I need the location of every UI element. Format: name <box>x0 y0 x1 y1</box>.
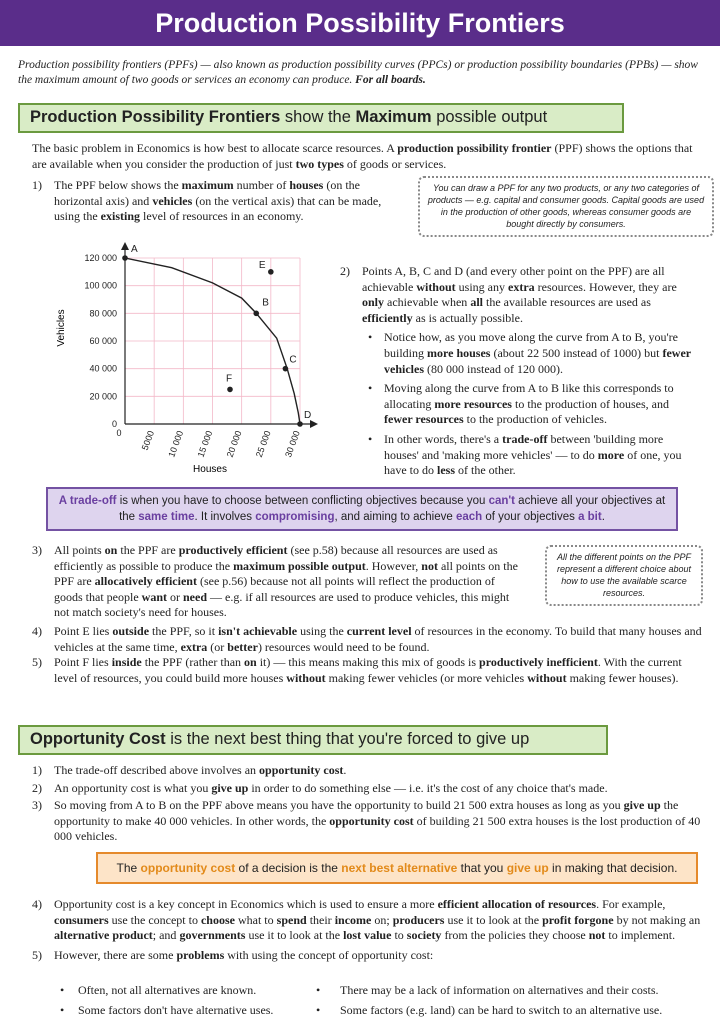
problems-list <box>54 983 704 1023</box>
text-run: or <box>167 589 183 604</box>
x-tick-label: 25 000 <box>253 429 273 459</box>
text-run: productively efficient <box>178 543 288 557</box>
text-run: spend <box>276 912 307 927</box>
text-run: problems <box>176 947 225 962</box>
intro-boards: For all boards. <box>355 73 426 86</box>
point-label-b: B <box>262 297 269 309</box>
text-run: of your objectives <box>482 511 579 524</box>
text-run: A trade-off <box>58 495 117 507</box>
text-run: it) — this means making this mix of goods is <box>256 655 480 670</box>
chart-axes <box>121 242 318 428</box>
text-run: with using the concept of opportunity cost: <box>224 947 434 962</box>
text-run: alternative product <box>54 928 153 943</box>
text-run: (80 000 instead of 120 000). <box>424 361 563 376</box>
problem-item: Often, not all alternatives are known. <box>78 983 257 997</box>
point-label-c: C <box>289 354 297 366</box>
x-tick-label: 20 000 <box>224 429 244 459</box>
text-run: the available resources are used as <box>482 295 651 310</box>
text-run: give up <box>211 780 249 795</box>
text-run: to implement. <box>605 928 676 943</box>
text-run: next best alternative <box>341 861 458 875</box>
problem-item: Some factors don't have alternative uses. <box>78 1003 274 1017</box>
text-run: (about 22 500 instead of 1000) but <box>490 345 663 360</box>
problems-row <box>54 983 704 1003</box>
point-e <box>268 269 274 275</box>
text-run: use it to look at the <box>245 928 344 943</box>
x-tick-label: 5000 <box>139 429 157 452</box>
text-run: their <box>306 912 335 927</box>
point-b <box>253 311 259 317</box>
text-run: Notice how, as you move along the curve from A to B, you're building <box>384 330 678 360</box>
item-number: 5) <box>32 655 42 670</box>
text-run: lost value <box>343 928 392 943</box>
point-2 <box>340 264 695 479</box>
y-tick-label: 120 000 <box>84 253 117 263</box>
x-tick-label: 0 <box>116 428 122 438</box>
text-run: more <box>597 447 625 462</box>
intro-text <box>18 58 708 88</box>
intro-body: Production possibility frontiers (PPFs) — also known as production possibility curves (PPCs) or production possibility boundaries (PPBs) — show the maximum amount of two goods or services an economy can produce. <box>18 59 698 86</box>
text-run: fewer resources <box>384 412 464 427</box>
text-run: (see p.58) because all resources are used as efficiently as possible to produce the <box>54 543 498 573</box>
bullet-dot: • <box>368 381 373 396</box>
text-run: using the <box>297 624 347 638</box>
text-run: outside <box>112 624 150 638</box>
item-number: 4) <box>32 897 42 911</box>
text-run: achieve all your objectives at the <box>119 495 666 524</box>
text-run: all <box>470 295 483 310</box>
text-run: fewer vehicles <box>384 345 691 376</box>
basic-problem-text <box>32 141 700 172</box>
y-tick-label: 20 000 <box>89 391 117 402</box>
text-run: more resources <box>434 396 512 411</box>
text-run: the PPF (rather than <box>141 655 245 670</box>
text-run: to <box>391 928 407 943</box>
text-run: need <box>183 589 207 604</box>
text-run: The PPF below shows the <box>54 178 182 192</box>
bullet-dot: • <box>368 330 373 345</box>
x-axis-label: Houses <box>193 464 227 475</box>
point-d <box>297 421 303 427</box>
bullet-item <box>362 381 695 428</box>
x-tick-label: 30 000 <box>283 429 302 459</box>
text-run: achievable when <box>384 295 471 310</box>
text-run: houses <box>289 178 324 192</box>
text-run: making fewer houses). <box>566 670 679 685</box>
bullet-item <box>362 432 695 479</box>
text-run: to the production of vehicles. <box>463 412 607 427</box>
problems-row <box>54 1003 704 1023</box>
text-run: more houses <box>427 345 491 360</box>
item-number: 5) <box>32 947 42 962</box>
text-run: All points <box>54 543 105 557</box>
list-item <box>32 763 704 779</box>
item-number: 3) <box>32 543 42 557</box>
text-run: resources. However, they are <box>534 279 677 294</box>
text-run: extra <box>508 279 535 294</box>
text-run: isn't achievable <box>218 624 298 638</box>
text-run: the PPF are <box>117 543 179 557</box>
heading-part: Production Possibility Frontiers <box>30 108 281 126</box>
text-run: profit forgone <box>542 912 614 927</box>
bullet-item <box>362 330 695 377</box>
bullet-dot: • <box>60 1003 65 1017</box>
list-item <box>32 543 524 621</box>
text-run: An opportunity cost is what you <box>54 780 212 795</box>
heading-part: Opportunity Cost <box>30 730 166 748</box>
text-run: on; <box>371 912 393 927</box>
text-run: without <box>416 279 456 294</box>
text-run: . <box>343 763 347 777</box>
text-run: . It involves <box>194 511 256 524</box>
text-run: . However, <box>365 558 422 573</box>
point-2-bullets <box>362 330 695 478</box>
text-run: However, there are some <box>54 947 177 962</box>
text-run: production possibility frontier <box>397 141 552 155</box>
text-run: ) resources would need to be found. <box>257 639 430 654</box>
text-run: opportunity cost <box>329 813 414 828</box>
chart-ticks <box>84 253 301 459</box>
text-run: current level <box>346 624 412 638</box>
text-run: productively inefficient <box>479 655 598 670</box>
text-run: number of <box>233 178 290 192</box>
side-note-ppf: You can draw a PPF for any two products, or any two categories of products — e.g. capital and consumer goods. Capital goods are used in the production of other goods, whereas consumer goods are bought directly by consumers. <box>418 176 714 237</box>
text-run: on <box>244 655 257 670</box>
text-run: choose <box>200 912 235 927</box>
text-run: Moving along the curve from A to B like this corresponds to allocating <box>384 381 674 411</box>
text-run: that you <box>457 861 507 875</box>
text-run: what to <box>234 912 277 927</box>
text-run: In other words, there's a <box>384 431 503 446</box>
text-run: making fewer vehicles (or more vehicles <box>325 670 528 685</box>
text-run: . For example, <box>596 897 666 911</box>
opportunity-cost-points-4-5 <box>32 897 704 963</box>
item-number: 1) <box>32 178 42 192</box>
text-run: consumers <box>54 912 109 927</box>
text-run: less <box>437 463 455 478</box>
problem-item: There may be a lack of information on alternatives and their costs. <box>340 983 659 997</box>
text-run: give up <box>506 861 549 875</box>
text-run: not <box>421 558 438 573</box>
item-number: 2) <box>340 264 350 278</box>
text-run: same time <box>138 511 195 524</box>
y-tick-label: 40 000 <box>89 363 117 374</box>
text-run: trade-off <box>502 431 548 446</box>
problem-item: Some factors (e.g. land) can be hard to switch to an alternative use. <box>340 1003 663 1017</box>
text-run: without <box>286 670 326 685</box>
text-run: use the concept to <box>108 912 201 927</box>
text-run: — e.g. if all resources are used to produce vehicles, this might not match society's need for houses. <box>54 589 510 620</box>
text-run: of goods or services. <box>343 156 447 171</box>
text-run: extra <box>180 639 208 654</box>
page-title: Production Possibility Frontiers <box>155 8 565 38</box>
list-item <box>32 655 704 686</box>
x-axis-arrow <box>310 420 318 428</box>
text-run: in order to do something else — i.e. it's the cost of any choice that's made. <box>248 780 608 795</box>
text-run: as is actually possible. <box>412 310 523 325</box>
bullet-dot: • <box>368 431 373 446</box>
text-run: (on the vertical axis) that can be made, using the <box>54 193 382 224</box>
text-run: maximum possible output <box>233 558 366 573</box>
y-tick-label: 80 000 <box>89 308 117 319</box>
text-run: The trade-off described above involves an <box>54 763 260 777</box>
text-run: income <box>334 912 372 927</box>
item-number: 3) <box>32 798 42 813</box>
item-number: 4) <box>32 624 42 638</box>
text-run: compromising <box>255 511 335 524</box>
ppf-chart <box>50 238 340 478</box>
heading-part: is the next best thing that you're forced to give up <box>165 730 530 748</box>
text-run: The basic problem in Economics is how best to allocate scarce resources. A <box>32 141 398 155</box>
heading-part: show the <box>280 108 356 126</box>
text-run: give up <box>623 798 661 813</box>
bullet-dot: • <box>316 1003 321 1017</box>
side-note-choices: All the different points on the PPF represent a different choice about how to use the available scarce resources. <box>545 545 703 606</box>
point-1 <box>32 178 404 225</box>
list-item <box>32 948 704 964</box>
text-run: of the other. <box>455 463 516 478</box>
heading-part: Maximum <box>355 108 432 126</box>
text-run: opportunity cost <box>140 861 236 875</box>
text-run: of one, you have to do <box>384 447 682 478</box>
chart-points <box>122 244 311 427</box>
x-tick-label: 10 000 <box>166 429 186 459</box>
list-item <box>340 264 695 479</box>
points-4-5 <box>32 624 704 686</box>
list-item <box>32 624 704 655</box>
text-run: , and aiming to achieve <box>334 511 456 524</box>
text-run: inside <box>111 655 142 670</box>
text-run: on <box>104 543 118 557</box>
text-run: level of resources in an economy. <box>140 209 304 224</box>
text-run: . <box>601 511 605 524</box>
text-run: without <box>527 670 567 685</box>
y-axis-arrow <box>121 242 129 250</box>
text-run: by not making an <box>613 912 701 927</box>
y-tick-label: 60 000 <box>89 336 117 346</box>
item-number: 2) <box>32 780 42 795</box>
opportunity-cost-points-1-3 <box>32 763 704 845</box>
text-run: efficient allocation of resources <box>437 897 597 911</box>
text-run: allocatively efficient <box>94 574 197 589</box>
text-run: can't <box>488 495 515 507</box>
point-label-e: E <box>258 259 266 271</box>
item-number: 1) <box>32 763 42 777</box>
text-run: in making that decision. <box>548 861 678 875</box>
text-run: producers <box>392 912 445 927</box>
list-item <box>32 178 404 225</box>
bullet-dot: • <box>316 983 321 997</box>
text-run: (see p.56) because not all points will reflect the production of goods that people <box>54 574 495 604</box>
text-run: two types <box>295 156 344 171</box>
text-run: is when you have to choose between conflicting objectives because you <box>116 495 489 507</box>
point-a <box>122 255 128 261</box>
text-run: of building 21 500 extra houses is the lost production of 40 000 vehicles. <box>54 813 701 844</box>
section-heading-ppf <box>18 103 624 133</box>
bullet-dot: • <box>60 983 65 997</box>
text-run: want <box>141 589 167 604</box>
tradeoff-definition-box <box>46 487 678 531</box>
text-run: of resources in the economy. To build that many houses and vehicles at the same time, <box>54 624 702 654</box>
text-run: opportunity cost <box>259 763 344 777</box>
title-bar <box>0 0 720 46</box>
text-run: a bit <box>578 511 602 524</box>
text-run: between 'building more houses' and 'making more vehicles' — to do <box>384 431 664 462</box>
text-run: Point E lies <box>54 624 113 638</box>
text-run: . With the current level of resources, you could build more houses <box>54 655 682 685</box>
heading-part: possible output <box>431 108 548 126</box>
point-label-a: A <box>131 244 138 255</box>
text-run: The <box>116 861 141 875</box>
text-run: all points on the PPF are <box>54 558 518 589</box>
text-run: (PPF) shows the options that are available when you consider the production of just <box>32 141 693 171</box>
text-run: the opportunity to make 40 000 vehicles. In other words, the <box>54 798 679 828</box>
list-item <box>32 781 704 797</box>
text-run: So moving from A to B on the PPF above means you have the opportunity to build 21 500 extra houses as long as you <box>54 798 624 813</box>
point-c <box>283 366 289 372</box>
text-run: to the production of houses, and <box>511 396 669 411</box>
text-run: vehicles <box>152 193 193 208</box>
text-run: society <box>406 928 442 943</box>
text-run: the PPF, so it <box>149 624 219 638</box>
text-run: each <box>455 511 483 524</box>
y-tick-label: 0 <box>111 419 117 429</box>
point-label-f: F <box>226 373 233 385</box>
text-run: maximum <box>181 178 234 192</box>
section-heading-opportunity-cost <box>18 725 608 755</box>
y-tick-label: 100 000 <box>84 280 117 291</box>
text-run: existing <box>100 209 141 224</box>
text-run: use it to look at the <box>444 912 543 927</box>
opportunity-cost-definition-box <box>96 852 698 884</box>
text-run: not <box>588 928 606 943</box>
list-item <box>32 897 704 944</box>
text-run: ; and <box>152 928 180 943</box>
text-run: Point F lies <box>54 655 112 670</box>
point-f <box>227 387 233 393</box>
text-run: Points A, B, C and D (and every other point on the PPF) are all achievable <box>362 264 665 294</box>
text-run: of a decision is the <box>235 861 342 875</box>
text-run: better <box>227 639 258 654</box>
text-run: using any <box>455 279 508 294</box>
text-run: (or <box>207 639 228 654</box>
text-run: from the policies they choose <box>441 928 589 943</box>
point-3 <box>32 543 524 621</box>
x-tick-label: 15 000 <box>195 429 215 459</box>
y-axis-label: Vehicles <box>56 309 67 347</box>
list-item <box>32 798 704 845</box>
point-label-d: D <box>304 410 312 421</box>
text-run: (on the horizontal axis) and <box>54 178 360 208</box>
text-run: Opportunity cost is a key concept in Economics which is used to ensure a more <box>54 897 438 911</box>
text-run: efficiently <box>362 310 413 325</box>
text-run: governments <box>179 928 246 943</box>
text-run: only <box>362 295 385 310</box>
